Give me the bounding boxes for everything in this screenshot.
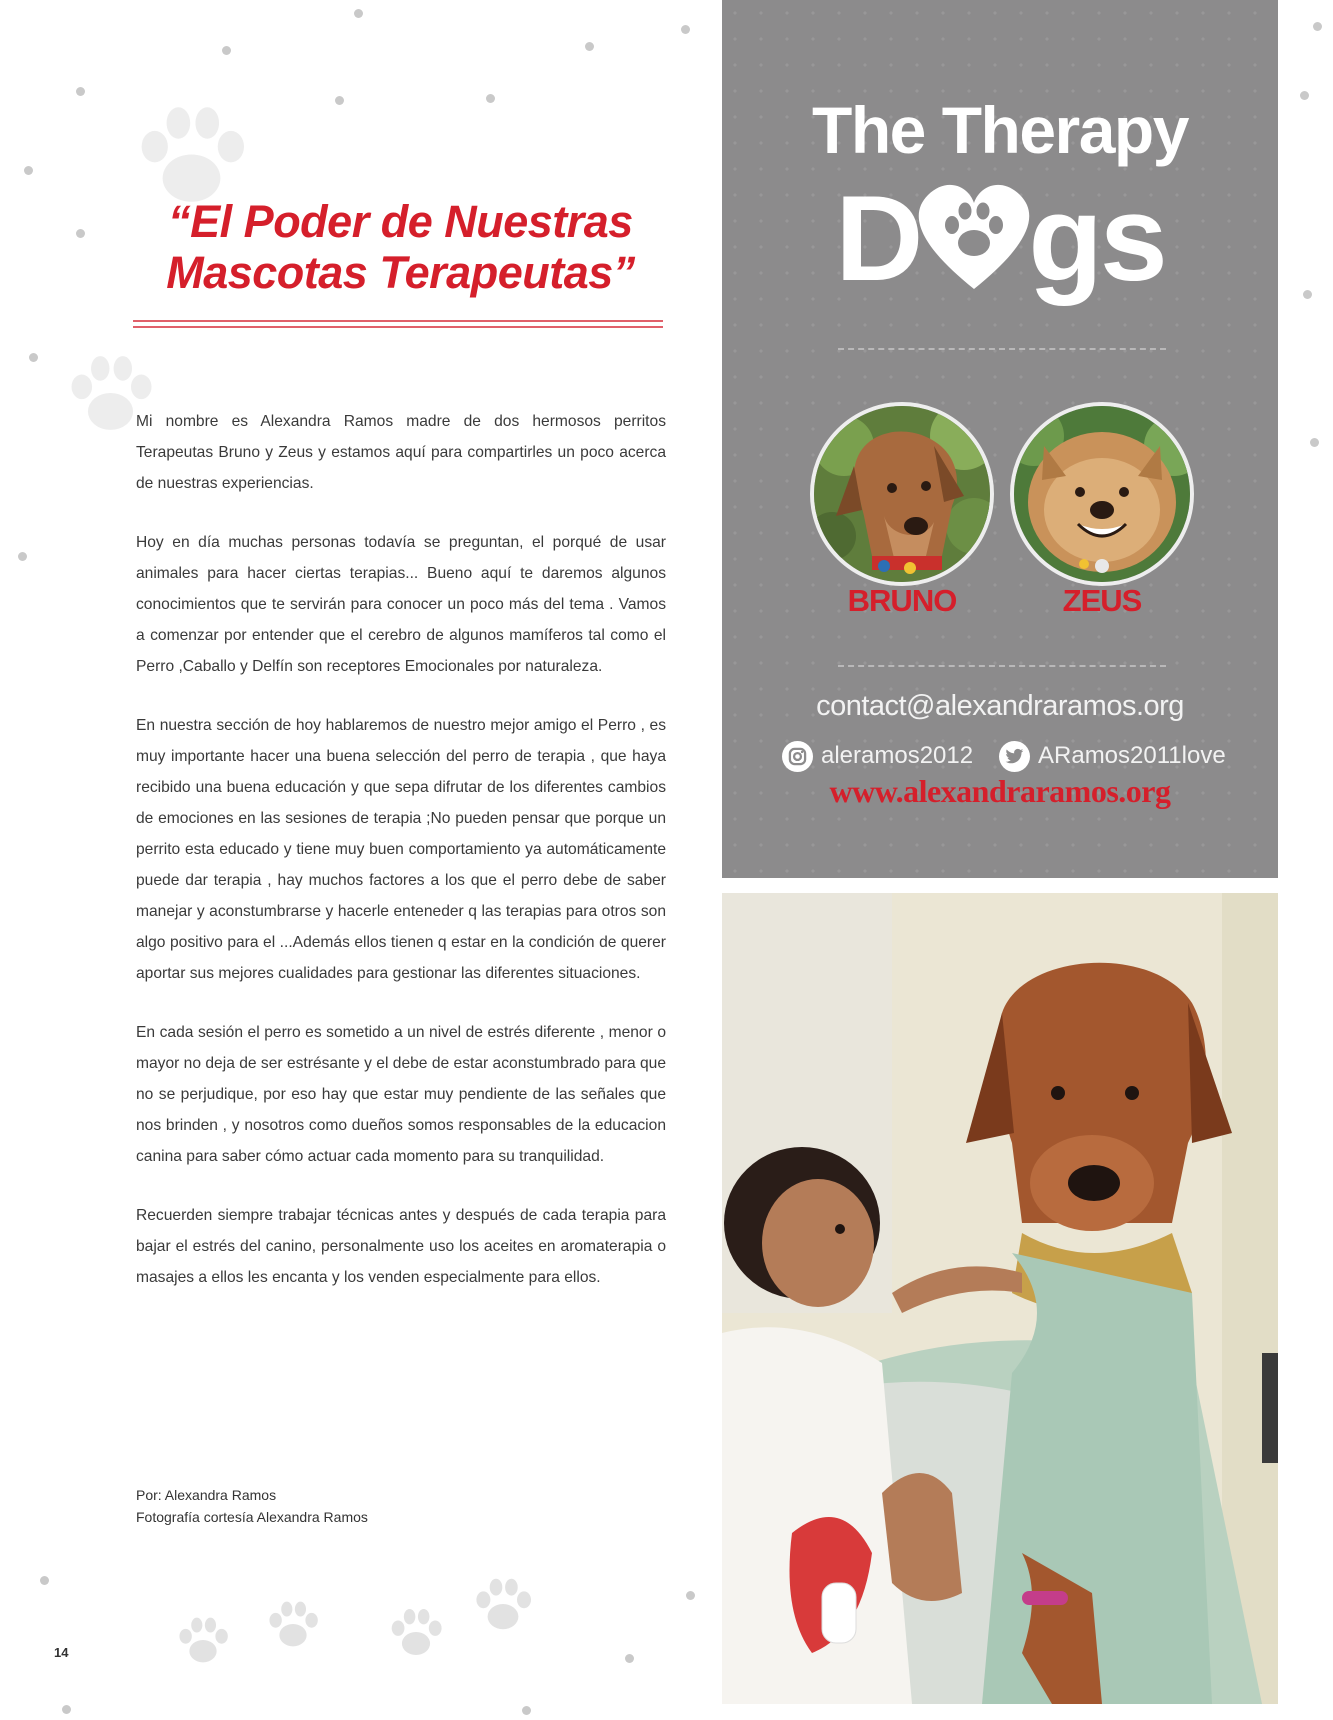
decor-dot bbox=[76, 229, 85, 238]
decor-dot bbox=[686, 1591, 695, 1600]
instagram-handle[interactable] bbox=[782, 738, 973, 774]
article-title-line-2: Mascotas Terapeutas” bbox=[166, 247, 635, 298]
byline: Por: Alexandra Ramos bbox=[136, 1487, 277, 1503]
decor-dot bbox=[18, 552, 27, 561]
decor-dot bbox=[222, 46, 231, 55]
decor-dot bbox=[1313, 22, 1322, 31]
decor-dot bbox=[335, 96, 344, 105]
girl-with-therapy-dog-photo bbox=[722, 893, 1278, 1704]
instagram-icon bbox=[782, 741, 813, 772]
decor-dot bbox=[354, 9, 363, 18]
title-divider bbox=[133, 326, 663, 328]
title-divider bbox=[133, 320, 663, 322]
website-link[interactable]: www.alexandraramos.org bbox=[829, 773, 1171, 809]
dashed-divider bbox=[838, 665, 1166, 667]
article-paragraph: Mi nombre es Alexandra Ramos madre de dos hermosos perritos Terapeutas Bruno y Zeus y estamos aquí para compartirles un poco acerca de nuestras experiencias. bbox=[136, 413, 666, 492]
article-paragraph: Hoy en día muchas personas todavía se preguntan, el porqué de usar animales para hacer ciertas terapias... Bueno aquí te daremos algunos conocimientos que te servirán para conocer un poco más del tema . Vamos a comenzar por entender que el cerebro de algunos mamíferos tal como el Perro ,Caballo y Delfín son receptores Emocionales por naturaleza. bbox=[136, 534, 666, 675]
dashed-divider bbox=[838, 348, 1166, 350]
contact-email-link[interactable]: contact@alexandraramos.org bbox=[816, 690, 1184, 722]
article-paragraph: En nuestra sección de hoy hablaremos de nuestro mejor amigo el Perro , es muy importante hacer una buena selección del perro de terapia , que haya recibido una buena educación y que sepa difrutar de los diferentes cambios de emociones en las sesiones de terapia ;No pueden pensar que porque un perrito esta educado y tiene muy buen comportamiento ya automáticamente puede dar terapia , hay muchos factores a los que el perro debe de saber manejar y aconstumbrarse y hacerle enteneder q las terapias para otros son algo positivo para el ...Además ellos tienen q estar en la condición de querer aportar sus mejores cualidades para gestionar las diferentes situaciones. bbox=[136, 717, 666, 982]
decor-dot bbox=[1303, 290, 1312, 299]
decor-dot bbox=[585, 42, 594, 51]
article-paragraph: Recuerden siempre trabajar técnicas antes y después de cada terapia para bajar el estrés del canino, personalmente uso los aceites en aromaterapia o masajes a ellos les encanta y los venden especialmente para ellos. bbox=[136, 1207, 666, 1286]
page-number: 14 bbox=[54, 1645, 69, 1660]
paw-print-icon bbox=[172, 1614, 234, 1666]
decor-dot bbox=[76, 87, 85, 96]
paw-print-icon bbox=[124, 102, 259, 207]
brand-title-line-2 bbox=[722, 168, 1278, 308]
photo-credit: Fotografía cortesía Alexandra Ramos bbox=[136, 1509, 368, 1525]
instagram-handle-text: aleramos2012 bbox=[821, 742, 974, 769]
brand-letter-d: D bbox=[835, 170, 921, 306]
decor-dot bbox=[1310, 438, 1319, 447]
paw-print-icon bbox=[468, 1574, 538, 1634]
paw-print-icon bbox=[262, 1598, 324, 1650]
decor-dot bbox=[40, 1576, 49, 1585]
article-title bbox=[128, 196, 673, 298]
twitter-icon bbox=[999, 741, 1030, 772]
brand-title-line-1: The Therapy bbox=[812, 93, 1188, 167]
twitter-handle-text: ARamos2011love bbox=[1038, 742, 1226, 769]
article-credits bbox=[136, 1484, 368, 1528]
decor-dot bbox=[1300, 91, 1309, 100]
decor-dot bbox=[29, 353, 38, 362]
heart-paw-icon bbox=[914, 177, 1034, 295]
article-title-line-1: “El Poder de Nuestras bbox=[168, 196, 633, 247]
brand-letters-gs: gs bbox=[1028, 170, 1165, 306]
decor-dot bbox=[522, 1706, 531, 1715]
decor-dot bbox=[486, 94, 495, 103]
zeus-avatar bbox=[1010, 402, 1194, 586]
article-body bbox=[136, 406, 666, 1321]
therapy-dogs-panel bbox=[722, 0, 1278, 878]
decor-dot bbox=[681, 25, 690, 34]
dog-name-zeus: ZEUS bbox=[1062, 583, 1142, 618]
paw-print-icon bbox=[384, 1605, 448, 1659]
decor-dot bbox=[625, 1654, 634, 1663]
article-paragraph: En cada sesión el perro es sometido a un nivel de estrés diferente , menor o mayor no deja de ser estrésante y el debe de estar aconstumbrado para que no se perjudique, por eso hay que estar muy pendiente de las señales que nos brinden , y nosotros como dueños somos responsables de la educacion canina para saber cómo actuar cada momento para su tranquilidad. bbox=[136, 1024, 666, 1165]
twitter-handle[interactable] bbox=[999, 738, 1226, 774]
decor-dot bbox=[24, 166, 33, 175]
bruno-avatar bbox=[810, 402, 994, 586]
dog-name-bruno: BRUNO bbox=[847, 583, 957, 618]
decor-dot bbox=[62, 1705, 71, 1714]
